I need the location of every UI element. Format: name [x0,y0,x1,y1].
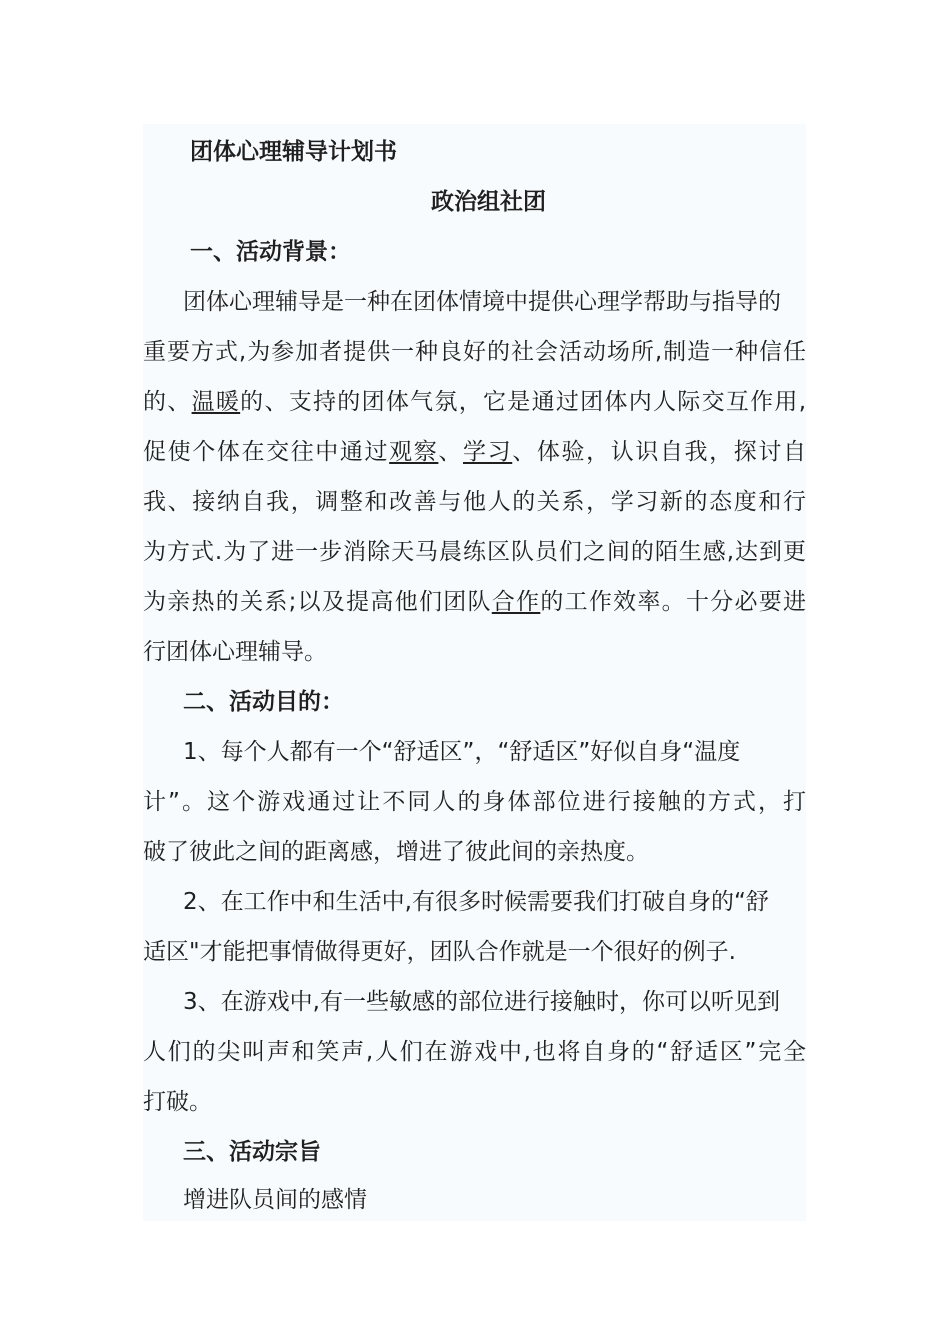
text-span: 为亲热的关系;以及提高他们团队 [143,589,492,615]
paragraph-line: 1、每个人都有一个“舒适区”，“舒适区”好似自身“温度 [183,739,741,765]
link-observation[interactable]: 观察 [389,439,439,465]
text-span: 促使个体在交往中通过 [143,439,390,465]
text-span: 的工作效率。十分必要进 [540,589,807,615]
paragraph-line: 计”。这个游戏通过让不同人的身体部位进行接触的方式，打 [143,789,806,815]
document-subtitle: 政治组社团 [431,189,546,215]
paragraph-line: 3、在游戏中,有一些敏感的部位进行接触时，你可以听见到 [183,989,780,1015]
paragraph-line: 适区"才能把事情做得更好，团队合作就是一个很好的例子. [143,939,736,965]
document-title: 团体心理辅导计划书 [190,139,397,165]
text-span: 的、 [143,389,192,415]
paragraph-line [143,437,806,467]
paragraph-line: 2、在工作中和生活中,有很多时候需要我们打破自身的“舒 [183,889,769,915]
paragraph-line: 团体心理辅导是一种在团体情境中提供心理学帮助与指导的 [183,289,781,315]
paragraph-line: 打破。 [143,1089,212,1115]
section-heading-goals: 二、活动目的： [183,689,344,715]
text-span: 的、支持的团体气氛，它是通过团体内人际交互作用, [240,389,807,415]
link-cooperation[interactable]: 合作 [491,589,541,615]
paragraph-line: 破了彼此之间的距离感，增进了彼此间的亲热度。 [143,839,649,865]
paragraph-line: 我、接纳自我，调整和改善与他人的关系，学习新的态度和行 [143,489,806,515]
paragraph-line: 增进队员间的感情 [183,1187,367,1213]
paragraph-line: 重要方式,为参加者提供一种良好的社会活动场所,制造一种信任 [143,339,806,365]
paragraph-line: 人们的尖叫声和笑声,人们在游戏中,也将自身的“舒适区”完全 [143,1039,806,1065]
paragraph-line [143,587,806,617]
text-span: 、 [438,439,464,465]
text-span: 、体验，认识自我，探讨自 [512,439,807,465]
section-heading-aim: 三、活动宗旨 [183,1139,321,1165]
link-learning[interactable]: 学习 [463,439,513,465]
paragraph-line [143,387,806,417]
link-warmth[interactable]: 温暖 [191,389,241,415]
section-heading-background: 一、活动背景： [190,239,351,265]
paragraph-line: 为方式.为了进一步消除天马晨练区队员们之间的陌生感,达到更 [143,539,806,565]
paragraph-line: 行团体心理辅导。 [143,639,327,665]
